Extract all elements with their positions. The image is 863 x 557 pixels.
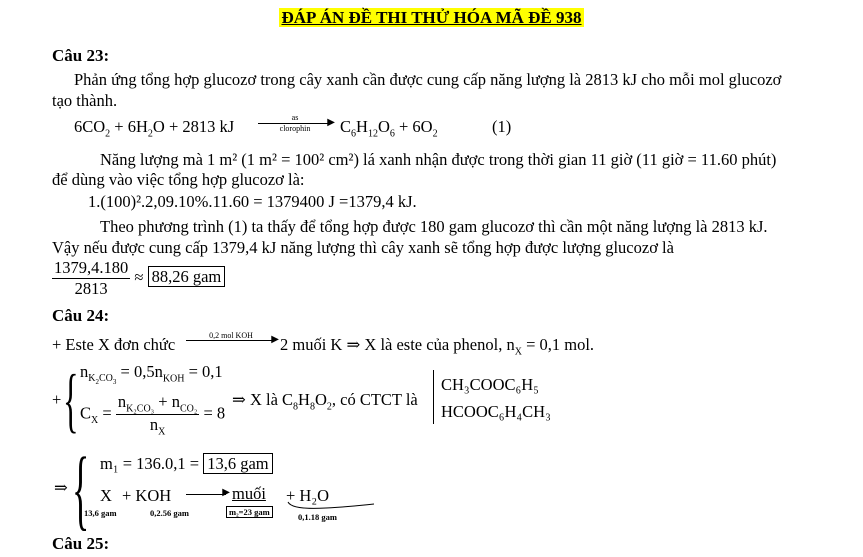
q23-reaction-arrow [258,113,335,133]
den-n: n [149,415,159,435]
nx-subscript: X [514,346,522,358]
q23-result [52,258,225,299]
c-x: C [80,403,92,423]
q23-equation: $6CO_2 + 6H_2O + 2813$ kJ [74,117,235,140]
q23-calc: 1.(100)².2,09.10%.11.60 = 1379400 J =1379,4 kJ. [88,192,417,211]
system-plus: + [52,390,62,409]
row1-value: = 0,1 [188,362,223,381]
q23-energy-line1: Năng lượng mà 1 m² (1 m² = 100² cm²) lá xanh nhận được trong thời gian 11 giờ (11 giờ = 11.60 phút) [100,150,777,169]
under-salt-mass: m₂=23 gam [226,506,273,518]
q23-eq-number: (1) [492,117,512,136]
under-x-mass: 13,6 gam [84,508,117,518]
approx-sign: ≈ [134,267,144,287]
system-brace: { [63,360,79,440]
under-koh-mass: 0,2.56 gam [150,508,189,518]
line1-prefix: + Este X đơn chức [52,335,176,354]
eq-o2: + 6O [398,117,433,136]
ctct-option-2: HCOOC₆H₄CH₃ [441,402,551,421]
line1-post: 2 muối K ⇒ X là este của phenol, n [280,335,515,354]
arrow-bottom-label: clorophin [279,124,311,133]
q24-conclusion: ⇒ X là $C_8H_8O_2$, có CTCT là [232,390,418,413]
eq-glucose: C [340,117,352,136]
m1-row [100,454,273,474]
q23-energy-line2: để dùng vào việc tổng hợp glucozơ là: [52,170,305,189]
koh-arrow-label: 0,2 mol KOH [209,331,253,340]
line1-end: = 0,1 mol. [521,335,595,354]
num-n1: n [117,392,127,411]
m1-text: m₁ = 136.0,1 = [100,454,200,473]
question-24-label: Câu 24: [52,306,110,325]
m1-answer-box: 13,6 gam [203,453,272,474]
answer-box: 88,26 gam [148,266,226,287]
q24-line1-post [280,335,594,357]
react-salt: muối [232,484,266,503]
q23-products: $C_6H_{12}O_6 + 6O_2$ [340,117,438,140]
fraction-numerator: 1379,4.180 [54,258,129,277]
system-row1: $n_{K_2CO_3} = 0,5n_{KOH} = 0,1$ [80,362,223,387]
react-arrow: ▶ [186,494,226,495]
h2o-underbrace [286,498,376,512]
c-x-fraction: $\frac{n_{K_2CO_3} + n_{CO_2}}{n_X}$ [117,392,198,438]
conclusion-h: H [298,390,310,409]
num-n2: + n [158,392,180,411]
under-h2o-mass: 0,1.18 gam [298,512,337,522]
c-x-value: = 8 [203,403,226,423]
q23-intro-line1: Phản ứng tổng hợp glucozơ trong cây xanh cần được cung cấp năng lượng là 2813 kJ cho mỗi mol glucozơ [74,70,782,89]
eq-energy: O + 2813 kJ [152,117,235,136]
implies-sign: ⇒ [54,478,68,497]
result-brace: { [72,440,90,539]
n-k2co3: n [80,362,89,381]
react-h2o: + H₂O [286,486,330,505]
question-25-label: Câu 25: [52,534,110,553]
q23-theo-line2: Vậy nếu được cung cấp 1379,4 kJ năng lượng thì cây xanh sẽ tổng hợp được lượng glucozơ là [52,238,674,257]
conclusion-text: ⇒ X là C [232,390,294,409]
react-koh: + KOH [122,486,172,505]
koh-arrow-shaft: ▶ [186,340,276,341]
conclusion-tail: , có CTCT là [331,390,418,409]
question-23-label: Câu 23: [52,46,110,65]
q24-line1 [52,335,175,355]
system-row2: $C_X$ = $\frac{n_{K_2CO_3} + n_{CO_2}}{n_X}$ = 8 [80,392,226,438]
ctct-option-1: CH₃COOC₆H₅ [441,375,539,394]
arrow-top-label: as [291,113,299,122]
eq-co2: 6CO [74,117,106,136]
c-x-eq: = [102,403,112,423]
result-fraction [52,258,130,299]
ctct-bracket [433,370,434,424]
arrow-shaft: ▶ [258,123,332,124]
conclusion-o: O [314,390,327,409]
q23-theo-line1: Theo phương trình (1) ta thấy để tổng hợp được 180 gam glucozơ thì cần một năng lượng là 2813 kJ. [100,217,768,236]
fraction-denominator: 2813 [74,279,108,298]
page-title: ĐÁP ÁN ĐỀ THI THỬ HÓA MÃ ĐỀ 938 [281,8,582,27]
react-x: X [100,486,112,505]
q23-intro-line2: tạo thành. [52,91,118,110]
half-n-koh: = 0,5n [120,362,163,381]
eq-h2o: + 6H [114,117,148,136]
q24-koh-arrow [186,331,279,345]
